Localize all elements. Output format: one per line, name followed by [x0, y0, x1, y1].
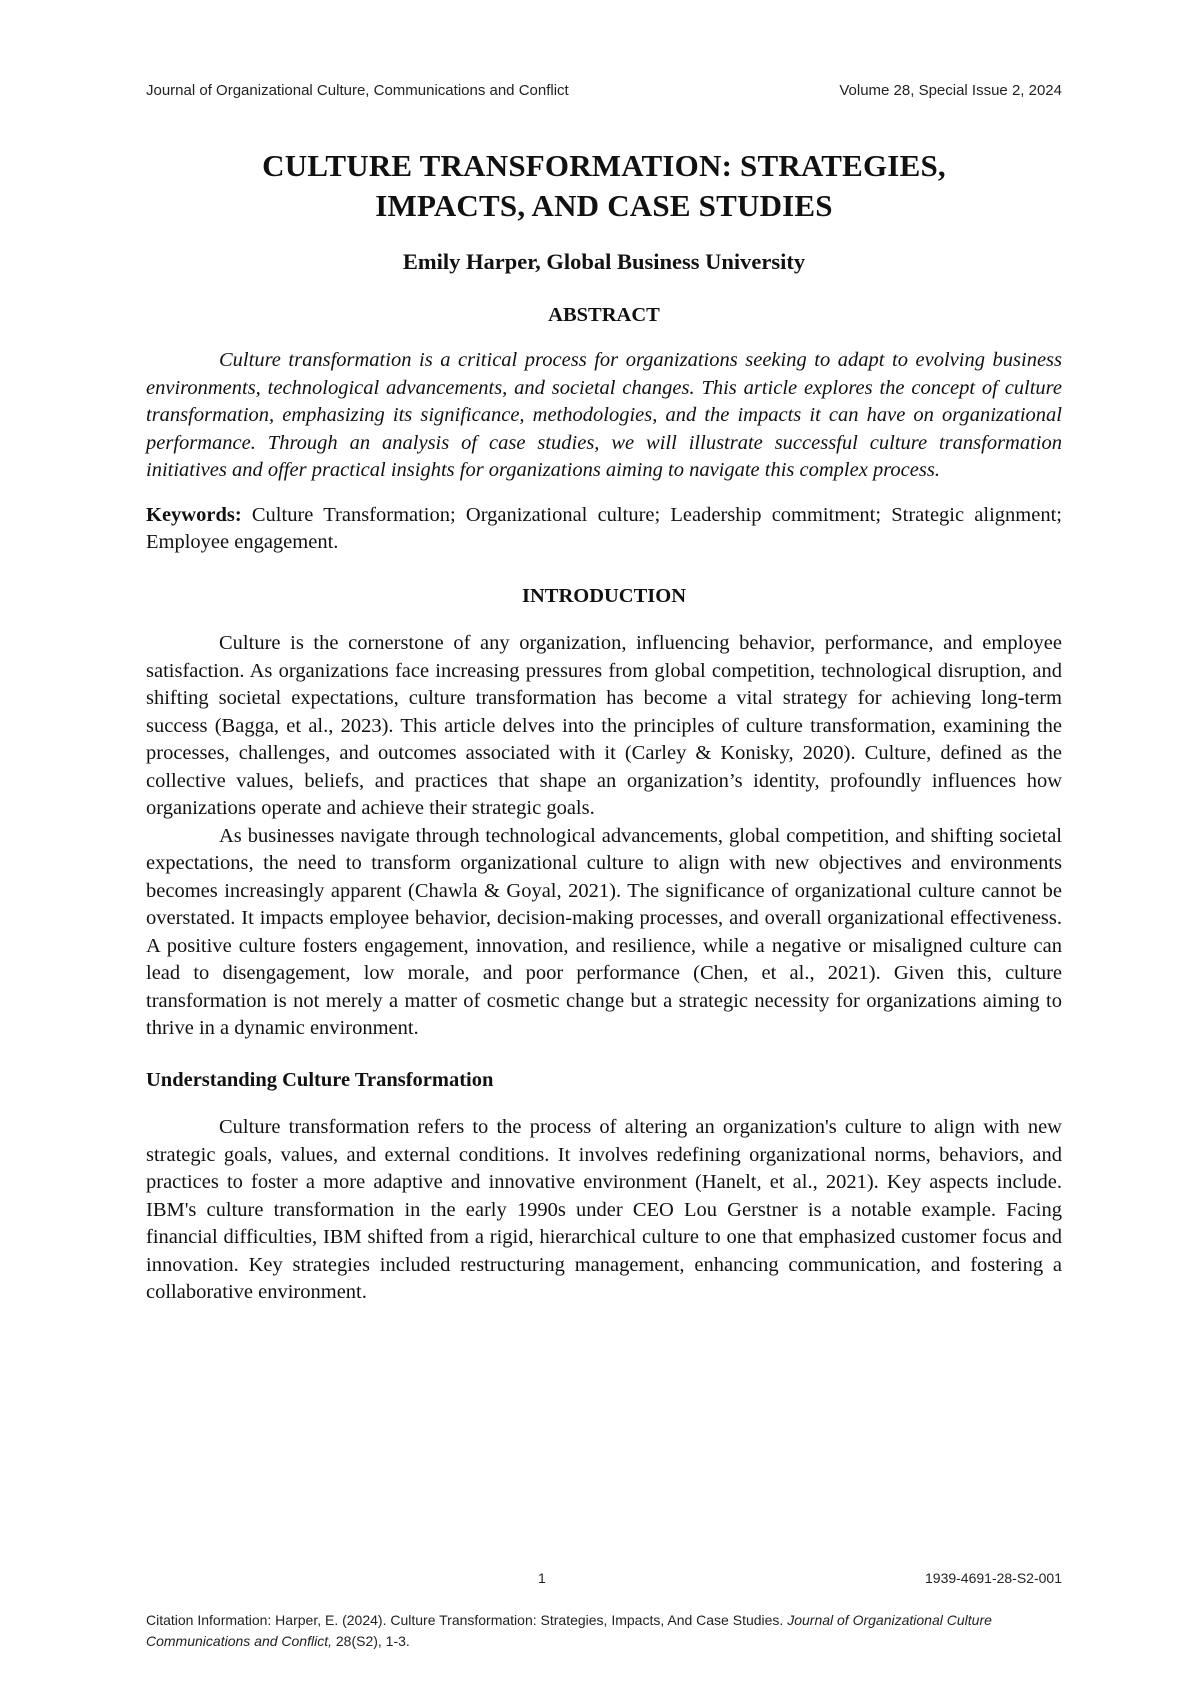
- citation-text: Harper, E. (2024). Culture Transformation: Strategies, Impacts, And Case Studies.: [271, 1612, 788, 1628]
- title-line-1: CULTURE TRANSFORMATION: STRATEGIES,: [262, 148, 946, 183]
- introduction-heading: INTRODUCTION: [521, 584, 687, 607]
- understanding-heading: Understanding Culture Transformation: [146, 1068, 494, 1091]
- title-line-2: IMPACTS, AND CASE STUDIES: [375, 188, 833, 223]
- volume-issue: Volume 28, Special Issue 2, 2024: [839, 82, 1062, 99]
- understanding-paragraph: Culture transformation refers to the process of altering an organization's culture to align with new strategic goals, values, and external conditions. It involves redefining organizational norms, behaviors, and practices to foster a more adaptive and innovative environment (Hanelt, et al., 2021). Key aspects include. IBM's culture transformation in the early 1990s under CEO Lou Gerstner is a notable example. Facing financial difficulties, IBM shifted from a rigid, hierarchical culture to one that emphasized customer focus and innovation. Key strategies included restructuring management, enhancing communication, and fostering a collaborative environment.: [146, 1116, 1062, 1303]
- paper-title: [146, 146, 1062, 226]
- intro-paragraph-1: Culture is the cornerstone of any organization, influencing behavior, performance, and employee satisfaction. As organizations face increasing pressures from global competition, technological disruption, and shifting societal expectations, culture transformation has become a vital strategy for achieving long-term success (Bagga, et al., 2023). This article delves into the principles of culture transformation, examining the processes, challenges, and outcomes associated with it (Carley & Konisky, 2020). Culture, defined as the collective values, beliefs, and practices that shape an organization’s identity, profoundly influences how organizations operate and achieve their strategic goals.: [146, 632, 1062, 819]
- keywords: [146, 502, 1062, 557]
- abstract-heading: ABSTRACT: [548, 303, 660, 326]
- article-id: 1939-4691-28-S2-001: [925, 1570, 1062, 1586]
- page-content: [146, 146, 1062, 1307]
- author-affiliation: Emily Harper, Global Business University: [402, 249, 806, 274]
- citation-journal: Journal of Organizational Culture Communications and Conflict,: [146, 1612, 992, 1649]
- journal-name: Journal of Organizational Culture, Communications and Conflict: [146, 82, 569, 99]
- citation-tail: 28(S2), 1-3.: [331, 1633, 410, 1649]
- running-header: [146, 82, 1062, 99]
- keywords-label: Keywords:: [146, 503, 242, 526]
- page-number: 1: [538, 1570, 546, 1586]
- citation-label: Citation Information:: [146, 1612, 272, 1628]
- abstract-text: Culture transformation is a critical process for organizations seeking to adapt to evolving business environments, technological advancements, and societal changes. This article explores the concept of culture transformation, emphasizing its significance, methodologies, and the impacts it can have on organizational performance. Through an analysis of case studies, we will illustrate successful culture transformation initiatives and offer practical insights for organizations aiming to navigate this complex process.: [146, 349, 1062, 481]
- citation-information: [146, 1610, 1080, 1652]
- keywords-list: Culture Transformation; Organizational culture; Leadership commitment; Strategic alignment; Employee engagement.: [146, 503, 1062, 553]
- intro-paragraph-2: As businesses navigate through technological advancements, global competition, and shifting societal expectations, the need to transform organizational culture to align with new objectives and environments becomes increasingly apparent (Chawla & Goyal, 2021). The significance of organizational culture cannot be overstated. It impacts employee behavior, decision-making processes, and overall organizational effectiveness. A positive culture fosters engagement, innovation, and resilience, while a negative or misaligned culture can lead to disengagement, low morale, and poor performance (Chen, et al., 2021). Given this, culture transformation is not merely a matter of cosmetic change but a strategic necessity for organizations aiming to thrive in a dynamic environment.: [146, 824, 1062, 1039]
